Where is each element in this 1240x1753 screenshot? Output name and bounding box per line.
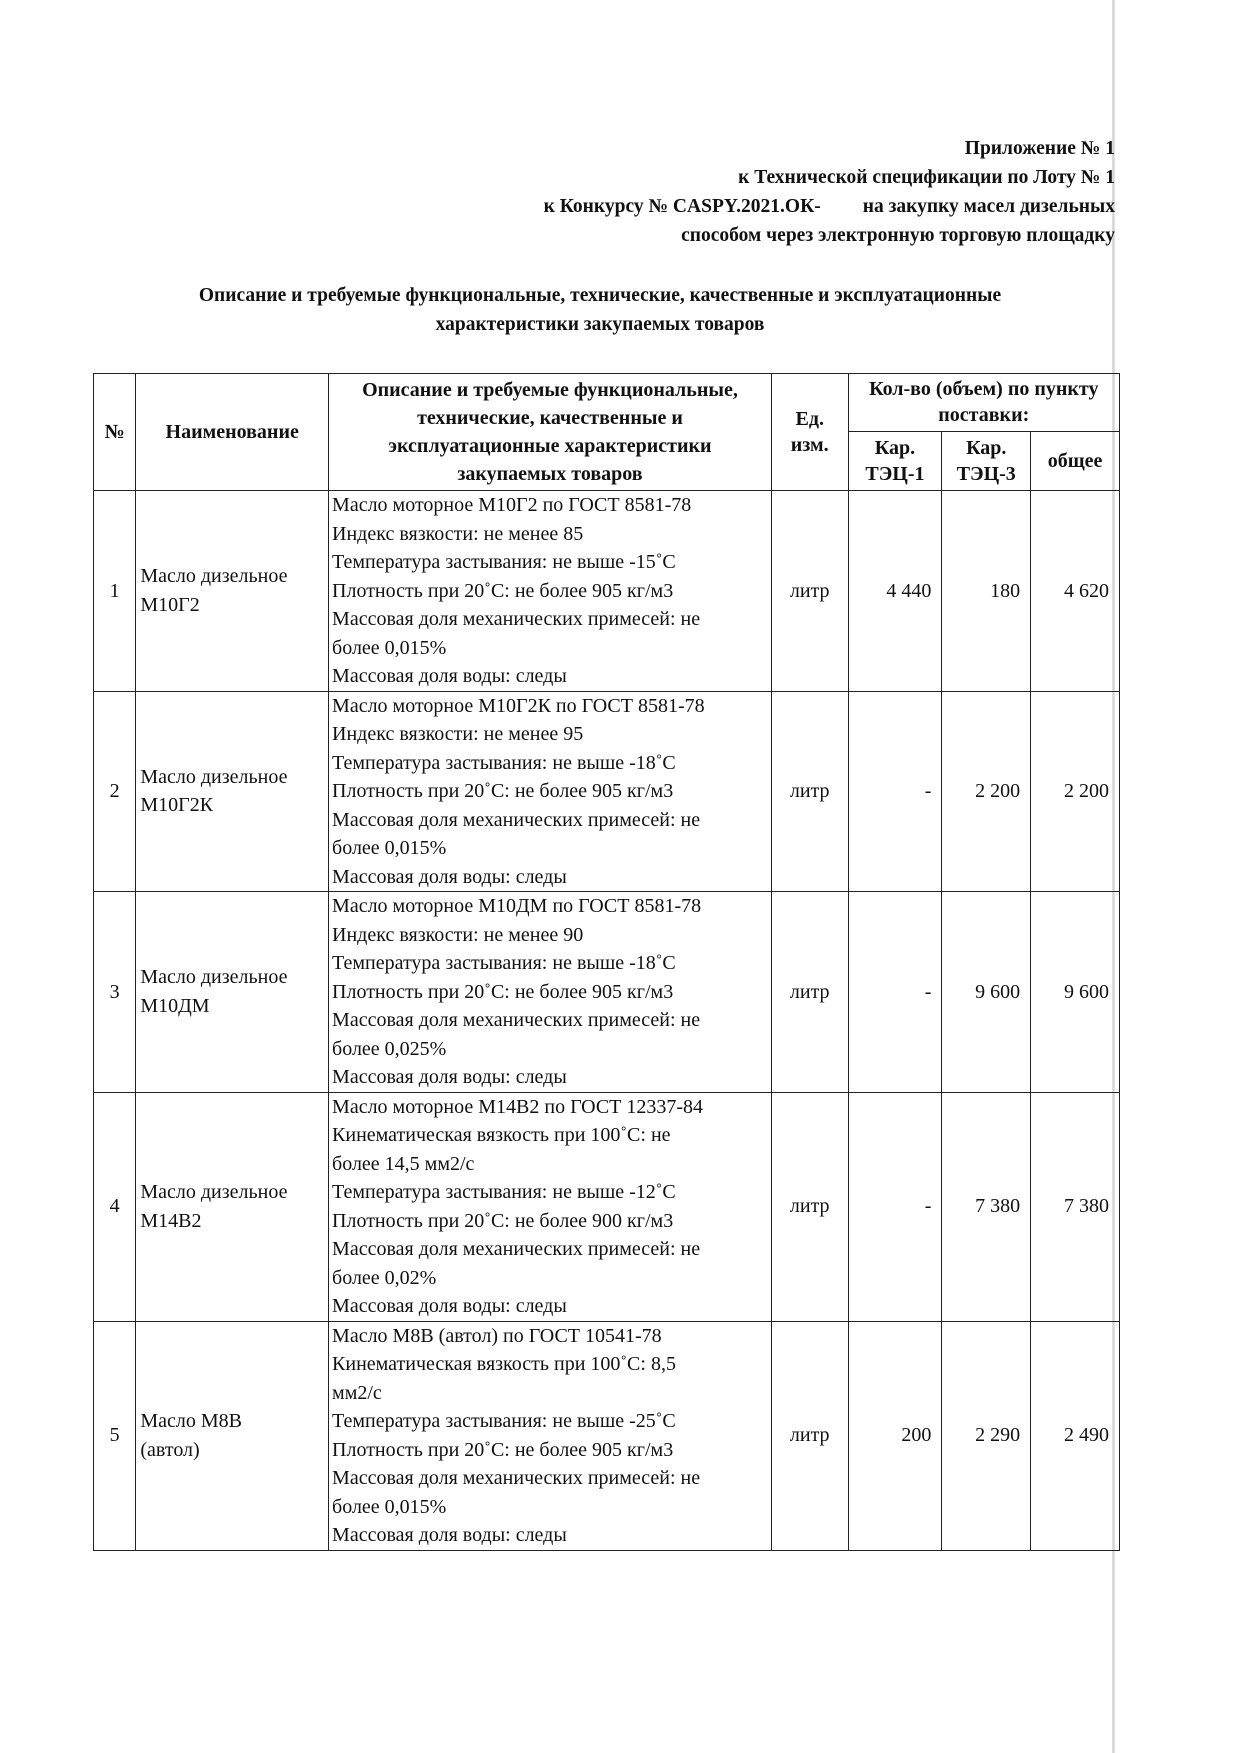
description-line: Индекс вязкости: не менее 85	[332, 522, 584, 545]
document-title-line-1: Описание и требуемые функциональные, технические, качественные и эксплуатационные	[198, 285, 1002, 306]
row-unit: литр	[771, 1092, 848, 1321]
header-description: Описание и требуемые функциональные, технические, качественные и эксплуатационные характеристики закупаемых товаров	[329, 374, 772, 491]
row-name-line: М10Г2	[140, 593, 200, 616]
row-description	[329, 1321, 772, 1550]
row-number: 1	[94, 491, 136, 692]
table-body	[94, 491, 1120, 1551]
row-description	[329, 1092, 772, 1321]
row-name	[136, 691, 329, 892]
document-title	[130, 281, 1070, 339]
description-line: Индекс вязкости: не менее 90	[332, 923, 584, 946]
row-qty-total: 7 380	[1031, 1092, 1120, 1321]
description-line: Массовая доля воды: следы	[332, 1066, 567, 1088]
description-line: более 0,025%	[332, 1037, 447, 1060]
description-line: Температура застывания: не выше -18˚С	[332, 751, 676, 774]
description-line: Массовая доля механических примесей: не	[332, 608, 701, 630]
row-qty-total: 9 600	[1031, 892, 1120, 1093]
description-line: Температура застывания: не выше -12˚С	[332, 1181, 676, 1203]
row-number: 2	[94, 691, 136, 892]
description-line: Плотность при 20˚С: не более 905 кг/м3	[332, 980, 674, 1003]
header-qty-total: общее	[1031, 431, 1120, 490]
row-name-line: (автол)	[140, 1438, 200, 1461]
description-line: Массовая доля механических примесей: не	[332, 808, 701, 831]
row-name-line: М14В2	[140, 1209, 202, 1232]
table-row	[94, 1092, 1120, 1321]
row-name	[136, 1321, 329, 1550]
tender-subject: на закупку масел дизельных	[862, 196, 1115, 217]
row-name-line: Масло дизельное	[140, 1181, 288, 1203]
row-name-line: Масло дизельное	[140, 765, 288, 788]
row-name-line: М10Г2К	[140, 794, 214, 817]
row-name	[136, 491, 329, 692]
description-line: Температура застывания: не выше -25˚С	[332, 1410, 676, 1432]
row-qty-total: 4 620	[1031, 491, 1120, 692]
description-line: Массовая доля воды: следы	[332, 865, 567, 888]
description-line: Массовая доля механических примесей: не	[332, 1009, 701, 1031]
description-line: Масло моторное М10Г2 по ГОСТ 8581-78	[332, 494, 692, 516]
header-name: Наименование	[136, 374, 329, 491]
row-unit: литр	[771, 1321, 848, 1550]
appendix-reference-spec: к Технической спецификации по Лоту № 1	[738, 167, 1115, 188]
row-qty-tec1: 4 440	[848, 491, 942, 692]
table-row	[94, 691, 1120, 892]
description-line: Массовая доля механических примесей: не	[332, 1238, 701, 1260]
description-line: Температура застывания: не выше -15˚С	[332, 551, 676, 573]
table-row	[94, 892, 1120, 1093]
description-line: мм2/с	[332, 1381, 382, 1404]
row-qty-tec3: 2 290	[942, 1321, 1031, 1550]
row-qty-total: 2 490	[1031, 1321, 1120, 1550]
row-qty-tec1: -	[848, 691, 942, 892]
description-line: Плотность при 20˚С: не более 905 кг/м3	[332, 579, 674, 602]
description-line: более 0,015%	[332, 636, 447, 659]
description-line: Плотность при 20˚С: не более 905 кг/м3	[332, 1438, 674, 1461]
row-description	[329, 892, 772, 1093]
row-name-line: Масло дизельное	[140, 966, 288, 989]
row-qty-tec3: 180	[942, 491, 1031, 692]
row-name	[136, 1092, 329, 1321]
procurement-method: способом через электронную торговую площадку	[681, 225, 1115, 246]
row-unit: литр	[771, 691, 848, 892]
row-name-line: М10ДМ	[140, 994, 210, 1017]
description-line: Кинематическая вязкость при 100˚С: 8,5	[332, 1353, 676, 1375]
row-qty-tec3: 2 200	[942, 691, 1031, 892]
table-header	[94, 374, 1120, 491]
row-qty-tec3: 9 600	[942, 892, 1031, 1093]
row-unit: литр	[771, 892, 848, 1093]
specification-table	[93, 373, 1120, 1551]
header-qty-tec1: Кар. ТЭЦ-1	[848, 431, 942, 490]
table-row	[94, 1321, 1120, 1550]
tender-number-prefix: к Конкурсу № CASPY.2021.ОК-	[543, 196, 821, 217]
header-quantity-group: Кол-во (объем) по пункту поставки:	[848, 374, 1119, 432]
description-line: Масло М8В (автол) по ГОСТ 10541-78	[332, 1324, 662, 1347]
description-line: Кинематическая вязкость при 100˚С: не	[332, 1124, 671, 1146]
row-number: 5	[94, 1321, 136, 1550]
appendix-reference-tender	[544, 192, 1115, 221]
description-line: Массовая доля воды: следы	[332, 1524, 567, 1546]
row-qty-total: 2 200	[1031, 691, 1120, 892]
description-line: Индекс вязкости: не менее 95	[332, 723, 584, 745]
description-line: более 0,015%	[332, 1495, 447, 1518]
row-qty-tec1: 200	[848, 1321, 942, 1550]
description-line: Плотность при 20˚С: не более 900 кг/м3	[332, 1209, 674, 1232]
description-line: Массовая доля воды: следы	[332, 1295, 567, 1317]
document-header	[544, 134, 1115, 250]
description-line: Массовая доля механических примесей: не	[332, 1467, 701, 1489]
description-line: Массовая доля воды: следы	[332, 665, 567, 687]
row-number: 4	[94, 1092, 136, 1321]
row-description	[329, 691, 772, 892]
description-line: Масло моторное М14В2 по ГОСТ 12337-84	[332, 1095, 704, 1118]
header-unit: Ед. изм.	[771, 374, 848, 491]
document-title-line-2: характеристики закупаемых товаров	[435, 314, 765, 335]
description-line: более 14,5 мм2/с	[332, 1152, 475, 1175]
description-line: Плотность при 20˚С: не более 905 кг/м3	[332, 780, 674, 802]
header-number: №	[94, 374, 136, 491]
description-line: более 0,015%	[332, 837, 447, 859]
appendix-number: Приложение № 1	[964, 138, 1115, 159]
handwritten-tender-number	[821, 211, 863, 212]
row-name-line: Масло М8В	[140, 1410, 242, 1432]
description-line: Масло моторное М10Г2К по ГОСТ 8581-78	[332, 694, 705, 717]
row-qty-tec3: 7 380	[942, 1092, 1031, 1321]
description-line: Масло моторное М10ДМ по ГОСТ 8581-78	[332, 895, 702, 917]
row-unit: литр	[771, 491, 848, 692]
description-line: Температура застывания: не выше -18˚С	[332, 952, 676, 974]
row-number: 3	[94, 892, 136, 1093]
row-qty-tec1: -	[848, 892, 942, 1093]
header-qty-tec3: Кар. ТЭЦ-3	[942, 431, 1031, 490]
row-qty-tec1: -	[848, 1092, 942, 1321]
description-line: более 0,02%	[332, 1266, 437, 1289]
row-name-line: Масло дизельное	[140, 565, 288, 588]
row-name	[136, 892, 329, 1093]
row-description	[329, 491, 772, 692]
table-row	[94, 491, 1120, 692]
